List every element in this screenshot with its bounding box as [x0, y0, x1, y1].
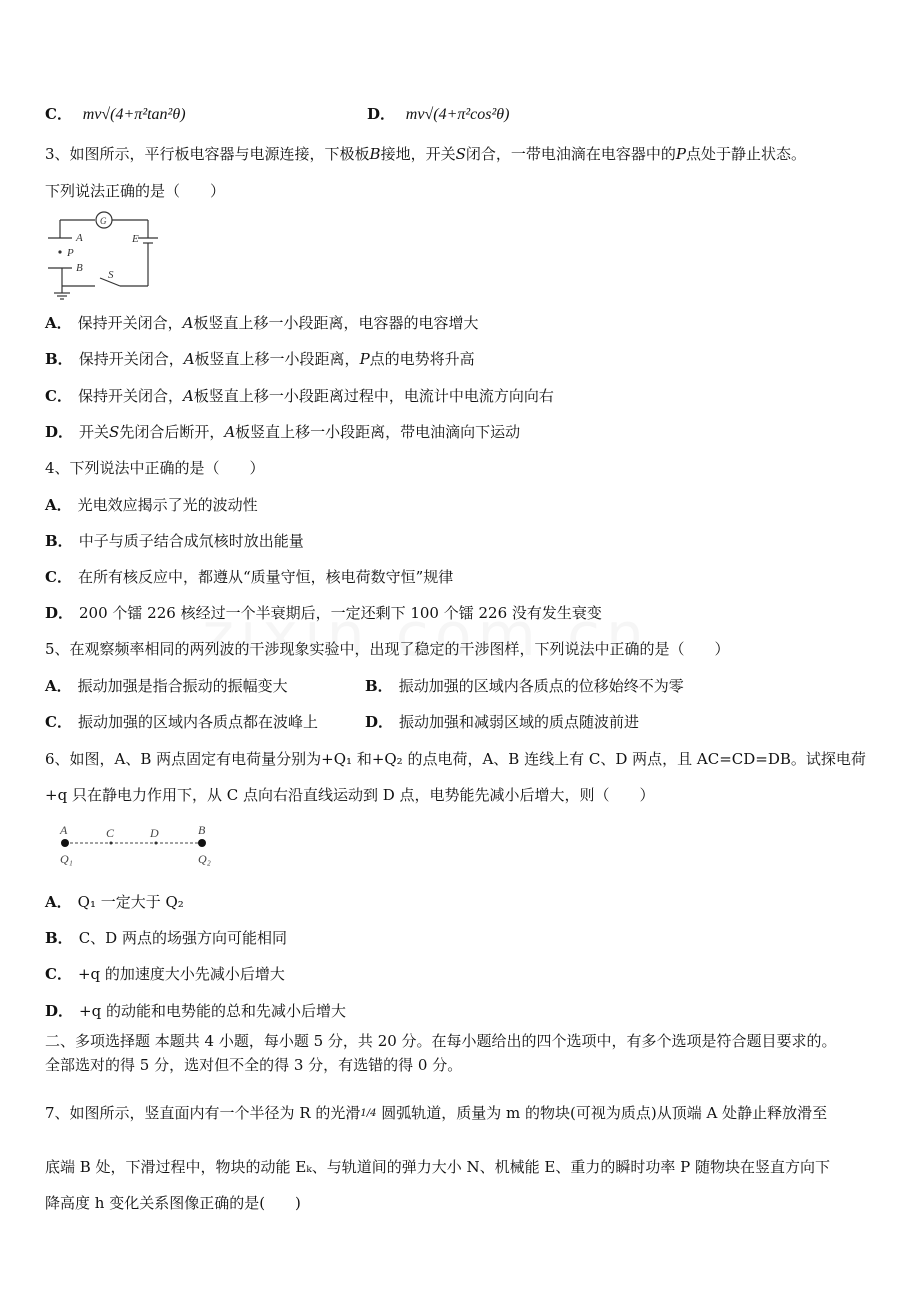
charge-q1-label: Q₁: [60, 852, 73, 866]
option-label: B．: [45, 350, 73, 368]
q4-option-d[interactable]: [45, 602, 602, 624]
q6-option-b[interactable]: [45, 927, 287, 949]
option-label: C．: [45, 713, 72, 731]
option-label: A．: [45, 677, 72, 695]
q6-stem-line1: 6、如图，A、B 两点固定有电荷量分别为+Q₁ 和+Q₂ 的点电荷，A、B 连线上有 C、D 两点，且 AC=CD=DB。试探电荷: [45, 750, 866, 768]
battery-e-label: E: [132, 233, 139, 245]
option-label: A．: [45, 496, 72, 514]
var: A: [183, 350, 195, 368]
text: 先闭合后断开，: [119, 423, 225, 441]
point-charges-diagram: [50, 822, 220, 870]
option-text: C、D 两点的场强方向可能相同: [78, 929, 287, 947]
q4-option-a[interactable]: [45, 494, 258, 516]
option-label: D．: [367, 105, 396, 123]
option-label: A．: [45, 314, 72, 332]
option-label: B．: [365, 677, 393, 695]
point-c-label: C: [106, 826, 115, 840]
text: 3、如图所示，平行板电容器与电源连接，下极板: [45, 145, 370, 163]
text: 7、如图所示，竖直面内有一个半径为 R 的光滑: [45, 1104, 361, 1122]
q4-option-c[interactable]: [45, 566, 453, 588]
q5-option-a[interactable]: [45, 675, 288, 697]
text: 板竖直上移一小段距离过程中，电流计中电流方向向右: [193, 387, 554, 405]
option-label: A．: [45, 893, 72, 911]
q5-stem: 5、在观察频率相同的两列波的干涉现象实验中，出现了稳定的干涉图样，下列说法中正确的是（ ）: [45, 640, 730, 658]
text: 开关: [79, 423, 110, 441]
text: 板竖直上移一小段距离，: [194, 350, 360, 368]
q3-option-d[interactable]: [45, 421, 520, 443]
q7-stem-line2: 底端 B 处，下滑过程中，物块的动能 Eₖ、与轨道间的弹力大小 N、机械能 E、重力的瞬时功率 P 随物块在竖直方向下: [45, 1158, 830, 1176]
option-text: 200 个镭 226 核经过一个半衰期后，一定还剩下 100 个镭 226 没有发生衰变: [79, 604, 602, 622]
fraction: 1/4: [360, 1108, 377, 1119]
var: P: [359, 350, 370, 368]
option-label: C．: [45, 387, 72, 405]
var: A: [182, 387, 194, 405]
switch-s-label: S: [108, 269, 114, 281]
option-label: D．: [45, 604, 74, 622]
point-d-label: D: [150, 826, 159, 840]
plate-b-label: B: [76, 262, 83, 274]
capacitor-circuit-diagram: [40, 208, 165, 303]
text: 板竖直上移一小段距离，电容器的电容增大: [193, 314, 479, 332]
q3-option-b[interactable]: [45, 348, 475, 370]
var: S: [109, 423, 120, 441]
var: A: [182, 314, 194, 332]
option-text: Q₁ 一定大于 Q₂: [77, 893, 184, 911]
option-text: 光电效应揭示了光的波动性: [77, 496, 258, 514]
option-label: D．: [45, 423, 74, 441]
formula: mv√(4+π²cos²θ): [405, 106, 510, 123]
text: 点处于静止状态。: [685, 145, 806, 163]
q7-stem-line3: 降高度 h 变化关系图像正确的是( ): [45, 1194, 301, 1212]
text: 保持开关闭合，: [77, 387, 183, 405]
point-a-label: A: [60, 823, 68, 837]
option-text: 在所有核反应中，都遵从“质量守恒，核电荷数守恒”规律: [77, 568, 454, 586]
q5-option-b[interactable]: [365, 675, 684, 697]
point-b-label: B: [198, 823, 206, 837]
q6-stem-line2: +q 只在静电力作用下，从 C 点向右沿直线运动到 D 点，电势能先减小后增大，则（ ）: [45, 786, 655, 804]
charge-q2-label: Q₂: [198, 852, 211, 866]
text: 板竖直上移一小段距离，带电油滴向下运动: [235, 423, 521, 441]
var: S: [455, 145, 466, 163]
section2-heading-line2: 全部选对的得 5 分，选对但不全的得 3 分，有选错的得 0 分。: [45, 1056, 463, 1074]
option-label: C．: [45, 568, 72, 586]
q6-option-a[interactable]: [45, 891, 184, 913]
option-label: D．: [45, 1002, 74, 1020]
formula: mv√(4+π²tan²θ): [82, 106, 186, 123]
option-text: 振动加强和减弱区域的质点随波前进: [399, 713, 640, 731]
option-text: 振动加强的区域内各质点都在波峰上: [77, 713, 318, 731]
option-label: B．: [45, 532, 73, 550]
option-label: C．: [45, 105, 72, 123]
q6-option-d[interactable]: [45, 1000, 346, 1022]
option-label: D．: [365, 713, 394, 731]
text: 点的电势将升高: [369, 350, 475, 368]
option-text: 振动加强的区域内各质点的位移始终不为零: [398, 677, 684, 695]
plate-a-label: A: [76, 232, 83, 244]
var: B: [369, 145, 381, 163]
section2-heading-line1: 二、多项选择题 本题共 4 小题，每小题 5 分，共 20 分。在每小题给出的四个选项中，有多个选项是符合题目要求的。: [45, 1032, 837, 1050]
text: 保持开关闭合，: [78, 350, 184, 368]
q4-stem: 4、下列说法中正确的是（ ）: [45, 459, 265, 477]
q7-stem-line1: [45, 1102, 827, 1125]
option-text: 振动加强是指合振动的振幅变大: [77, 677, 288, 695]
q3-stem-line1: [45, 143, 806, 165]
q4-option-b[interactable]: [45, 530, 304, 552]
q3-option-c[interactable]: [45, 385, 554, 407]
var: A: [224, 423, 236, 441]
option-text: 中子与质子结合成氘核时放出能量: [78, 532, 304, 550]
text: 闭合，一带电油滴在电容器中的: [465, 145, 676, 163]
option-text: +q 的加速度大小先减小后增大: [77, 965, 285, 983]
point-p-label: P: [67, 247, 74, 259]
q3-option-a[interactable]: [45, 312, 479, 334]
galvanometer-label: G: [100, 216, 107, 226]
text: 圆弧轨道，质量为 m 的物块(可视为质点)从顶端 A 处静止释放滑至: [376, 1104, 828, 1122]
q6-option-c[interactable]: [45, 963, 285, 985]
option-label: B．: [45, 929, 73, 947]
var: P: [675, 145, 686, 163]
q2-option-d[interactable]: [367, 103, 509, 126]
q3-stem-line2: 下列说法正确的是（ ）: [45, 182, 226, 200]
text: 保持开关闭合，: [77, 314, 183, 332]
q5-option-d[interactable]: [365, 711, 639, 733]
q2-option-c[interactable]: [45, 103, 186, 126]
text: 接地，开关: [380, 145, 456, 163]
q5-option-c[interactable]: [45, 711, 318, 733]
option-label: C．: [45, 965, 72, 983]
option-text: +q 的动能和电势能的总和先减小后增大: [79, 1002, 346, 1020]
